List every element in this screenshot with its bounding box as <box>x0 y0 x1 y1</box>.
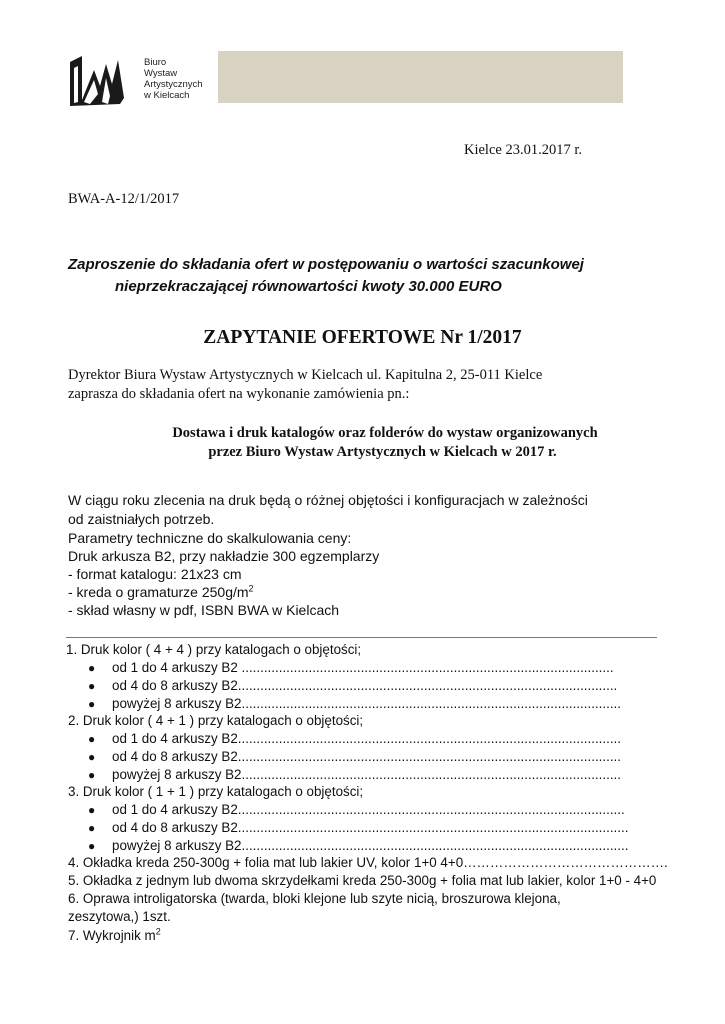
bwa-logo <box>68 50 130 108</box>
bullet-icon: ● <box>88 839 96 853</box>
params-text: - kreda o gramaturze 250g/m <box>68 584 249 600</box>
reference-number: BWA-A-12/1/2017 <box>68 191 180 207</box>
logo-line: Artystycznych <box>144 79 203 90</box>
bullet-text: od 1 do 4 arkuszy B2....................................................................................................... <box>112 731 621 746</box>
bullet-icon: ● <box>88 750 96 764</box>
document-date: Kielce 23.01.2017 r. <box>464 142 582 158</box>
superscript: 2 <box>155 926 161 937</box>
bullet-text: powyżej 8 arkuszy B2........................................................................................................ <box>112 838 629 853</box>
list-item <box>88 820 628 835</box>
list-item: 3. Druk kolor ( 1 + 1 ) przy katalogach o objętości; <box>68 784 364 799</box>
list-item <box>88 678 617 693</box>
list-text: 7. Wykrojnik m <box>68 928 156 943</box>
params-line: Druk arkusza B2, przy nakładzie 300 egzemplarzy <box>68 548 380 564</box>
bullet-icon: ● <box>88 768 96 782</box>
divider <box>66 637 657 638</box>
params-line: - format katalogu: 21x23 cm <box>68 566 242 582</box>
list-item <box>88 660 614 675</box>
bullet-text: powyżej 8 arkuszy B2...................................................................................................... <box>112 696 621 711</box>
director-line-1: Dyrektor Biura Wystaw Artystycznych w Kielcach ul. Kapitulna 2, 25-011 Kielce <box>68 367 543 383</box>
bullet-text: powyżej 8 arkuszy B2...................................................................................................... <box>112 767 621 782</box>
list-item <box>88 802 625 817</box>
superscript: 2 <box>248 583 254 594</box>
intro-line-2: nieprzekraczającej równowartości kwoty 30.000 EURO <box>115 278 502 295</box>
bullet-text: od 4 do 8 arkuszy B2...................................................................................................... <box>112 678 618 693</box>
logo-line: w Kielcach <box>144 90 190 101</box>
bullet-icon: ● <box>88 679 96 693</box>
bullet-text: od 4 do 8 arkuszy B2....................................................................................................... <box>112 749 621 764</box>
list-item <box>88 696 621 711</box>
subject-line-1: Dostawa i druk katalogów oraz folderów do wystaw organizowanych <box>172 425 598 441</box>
list-item: 2. Druk kolor ( 4 + 1 ) przy katalogach o objętości; <box>68 713 364 728</box>
header-band <box>218 51 623 103</box>
logo-line: Biuro <box>144 57 167 68</box>
bullet-icon: ● <box>88 661 96 675</box>
page-title: ZAPYTANIE OFERTOWE Nr 1/2017 <box>203 327 522 348</box>
params-line: W ciągu roku zlecenia na druk będą o różnej objętości i konfiguracjach w zależności <box>68 492 588 508</box>
params-line: Parametry techniczne do skalkulowania ceny: <box>68 530 352 546</box>
params-line: od zaistniałych potrzeb. <box>68 511 215 527</box>
director-line-2: zaprasza do składania ofert na wykonanie zamówienia pn.: <box>68 386 410 402</box>
list-item: 1. Druk kolor ( 4 + 4 ) przy katalogach o objętości; <box>66 642 362 657</box>
list-item: zeszytowa,) 1szt. <box>68 909 171 924</box>
list-item <box>88 749 621 764</box>
list-item: 5. Okładka z jednym lub dwoma skrzydełkami kreda 250-300g + folia mat lub lakier, kolor 1+0 - 4+0 <box>68 873 657 888</box>
bullet-icon: ● <box>88 803 96 817</box>
bullet-icon: ● <box>88 732 96 746</box>
params-line: - skład własny w pdf, ISBN BWA w Kielcach <box>68 602 340 618</box>
bullet-text: od 4 do 8 arkuszy B2......................................................................................................... <box>112 820 629 835</box>
intro-line-1: Zaproszenie do składania ofert w postępowaniu o wartości szacunkowej <box>68 256 584 273</box>
list-item <box>88 838 628 853</box>
subject-line-2: przez Biuro Wystaw Artystycznych w Kielcach w 2017 r. <box>208 444 557 460</box>
bullet-text: od 1 do 4 arkuszy B2........................................................................................................ <box>112 802 625 817</box>
bullet-text: od 1 do 4 arkuszy B2 .................................................................................................... <box>112 660 614 675</box>
logo-wordmark <box>144 57 203 101</box>
bullet-icon: ● <box>88 697 96 711</box>
logo-line: Wystaw <box>144 68 178 79</box>
list-item <box>88 731 621 746</box>
params-line <box>68 584 254 600</box>
list-item: 6. Oprawa introligatorska (twarda, bloki klejone lub szyte nicią, broszurowa klejona, <box>68 891 561 906</box>
list-item <box>68 928 161 943</box>
bullet-icon: ● <box>88 821 96 835</box>
list-item <box>88 767 621 782</box>
list-item: 4. Okładka kreda 250-300g + folia mat lub lakier UV, kolor 1+0 4+0………………………………………. <box>68 855 668 870</box>
